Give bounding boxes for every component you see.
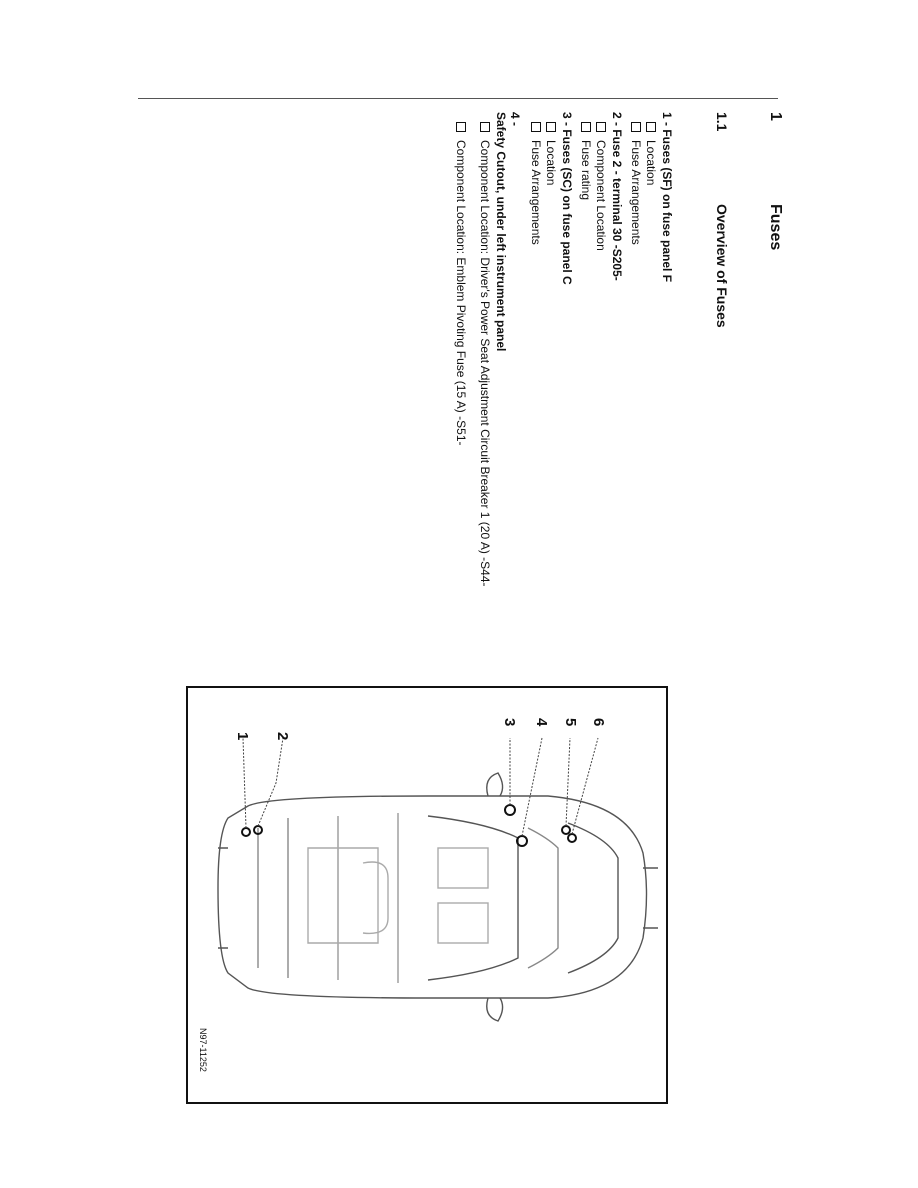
callout-2: 2 — [274, 732, 291, 741]
checkbox-icon — [646, 122, 656, 132]
section-title: Overview of Fuses — [714, 204, 730, 328]
callout-6: 6 — [590, 718, 607, 727]
item-1-label: 1 - Fuses (SF) on fuse panel F — [660, 112, 674, 283]
callout-3: 3 — [501, 718, 518, 727]
item-1-sub-2: Fuse Arrangements — [629, 122, 643, 245]
item-4-sub-2: Component Location: Emblem Pivoting Fuse (15 A) -S51- — [454, 122, 468, 445]
item-3-label: 3 - Fuses (SC) on fuse panel C — [560, 112, 574, 285]
item-2-label: 2 - Fuse 2 - terminal 30 -S205- — [610, 112, 624, 281]
callout-1: 1 — [234, 732, 251, 741]
car-outline-diagram — [188, 688, 666, 1102]
item-4-sub-1: Component Location: Driver's Power Seat Adjustment Circuit Breaker 1 (20 A) -S44- — [478, 122, 492, 587]
chapter-title: Fuses — [767, 204, 784, 251]
checkbox-icon — [456, 122, 466, 132]
item-2-sub-1: Component Location — [594, 122, 608, 251]
callout-4: 4 — [533, 718, 550, 727]
vehicle-fuse-location-figure — [186, 686, 668, 1104]
checkbox-icon — [631, 122, 641, 132]
item-3-sub-2: Fuse Arrangements — [529, 122, 543, 245]
callout-5: 5 — [562, 718, 579, 727]
item-4-label: Safety Cutout, under left instrument panel — [494, 112, 508, 352]
header-rule — [138, 98, 778, 99]
checkbox-icon — [596, 122, 606, 132]
checkbox-icon — [546, 122, 556, 132]
chapter-number: 1 — [767, 112, 784, 121]
checkbox-icon — [581, 122, 591, 132]
rotated-text-block — [384, 112, 784, 672]
item-3-sub-1: Location — [544, 122, 558, 185]
figure-id: N97-11252 — [198, 1028, 208, 1072]
checkbox-icon — [531, 122, 541, 132]
item-2-sub-2: Fuse rating — [579, 122, 593, 200]
section-number: 1.1 — [714, 112, 730, 132]
item-1-sub-1: Location — [644, 122, 658, 185]
item-4-number: 4 - — [508, 112, 522, 127]
checkbox-icon — [480, 122, 490, 132]
